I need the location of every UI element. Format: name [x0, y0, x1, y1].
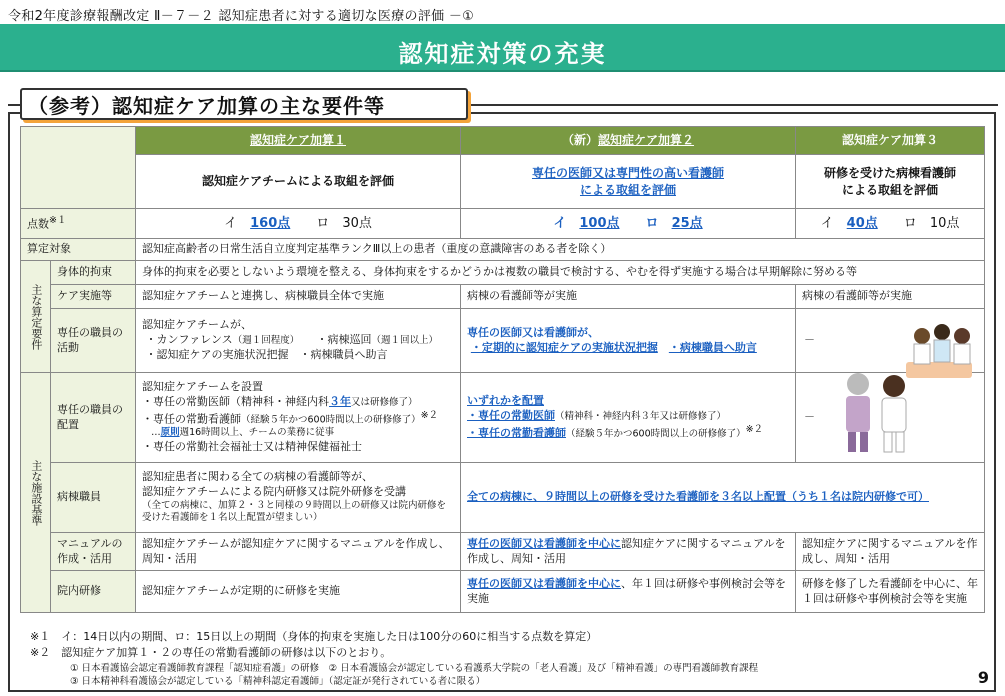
points-3: イ 40点 ロ 10点 [796, 209, 985, 239]
ward-2-3: 全ての病棟に、９時間以上の研修を受けた看護師を３名以上配置（うち１名は院内研修で可） [461, 463, 985, 533]
ward-1: 認知症患者に関わる全ての病棟の看護師等が、 認知症ケアチームによる院内研修又は院外研修を受講 （全ての病棟に、加算２・３と同様の９時間以上の研修又は院内研修を 受けた看護師を１名以上配置が望ましい） [136, 463, 461, 533]
col-header-1: 認知症ケア加算１ [136, 127, 461, 155]
training-2: 専任の医師又は看護師を中心に、年１回は研修や事例検討会等を実施 [461, 571, 796, 613]
manual-label: マニュアルの作成・活用 [51, 533, 136, 571]
staff-2: いずれかを配置 ・専任の常勤医師（精神科・神経内科３年又は研修修了） ・専任の常勤看護師（経験５年かつ600時間以上の研修修了）$^{※2}$ [461, 373, 796, 463]
manual-3: 認知症ケアに関するマニュアルを作成し、周知・活用 [796, 533, 985, 571]
restraint-label: 身体的拘束 [51, 261, 136, 285]
corner-cell [21, 127, 136, 209]
training-label: 院内研修 [51, 571, 136, 613]
col-header-2: （新）認知症ケア加算２ [461, 127, 796, 155]
subtitle-2: 専任の医師又は専門性の高い看護師 による取組を評価 [461, 155, 796, 209]
care-3: 病棟の看護師等が実施 [796, 285, 985, 309]
staff-3: － [796, 373, 985, 463]
points-2: イ 100点 ロ 25点 [461, 209, 796, 239]
target-text: 認知症高齢者の日常生活自立度判定基準ランクⅢ以上の患者（重度の意識障害のある者を除く） [136, 239, 985, 261]
page-header: 令和2年度診療報酬改定 Ⅱ－７－２ 認知症患者に対する適切な医療の評価 －① [8, 9, 475, 24]
subtitle-1: 認知症ケアチームによる取組を評価 [136, 155, 461, 209]
footnote-3: ① 日本看護協会認定看護師教育課程「認知症看護」の研修 ② 日本看護協会が認定している看護系大学院の「老人看護」及び「精神看護」の専門看護師教育課程 [70, 663, 759, 674]
care-2: 病棟の看護師等が実施 [461, 285, 796, 309]
col-header-3: 認知症ケア加算３ [796, 127, 985, 155]
activity-2: 専任の医師又は看護師が、 ・定期的に認知症ケアの実施状況把握 ・病棟職員へ助言 [461, 309, 796, 373]
manual-2: 専任の医師又は看護師を中心に認知症ケアに関するマニュアルを作成し、周知・活用 [461, 533, 796, 571]
care-label: ケア実施等 [51, 285, 136, 309]
group-facility-standards: 主な施設基準 [21, 373, 51, 613]
training-1: 認知症ケアチームが定期的に研修を実施 [136, 571, 461, 613]
footnote-1: ※１ イ：14日以内の期間、ロ：15日以上の期間（身体的拘束を実施した日は100分の60に相当する点数を算定） [30, 630, 598, 643]
section-title: （参考）認知症ケア加算の主な要件等 [28, 94, 385, 118]
training-3: 研修を修了した看護師を中心に、年１回は研修や事例検討会等を実施 [796, 571, 985, 613]
group-calc-requirements: 主な算定要件 [21, 261, 51, 373]
restraint-text: 身体的拘束を必要としないよう環境を整える、身体拘束をするかどうかは複数の職員で検討する、やむを得ず実施する場合は早期解除に努める等 [136, 261, 985, 285]
points-label: 点数$^{※1}$ [21, 209, 136, 239]
manual-1: 認知症ケアチームが認知症ケアに関するマニュアルを作成し、周知・活用 [136, 533, 461, 571]
ward-label: 病棟職員 [51, 463, 136, 533]
activity-1: 認知症ケアチームが、 ・カンファレンス（週１回程度） ・病棟巡回（週１回以上） ・認知症ケアの実施状況把握 ・病棟職員へ助言 [136, 309, 461, 373]
footnote-4: ③ 日本精神科看護協会が認定している「精神科認定看護師」（認定証が発行されている者に限る） [70, 676, 486, 687]
care-1: 認知症ケアチームと連携し、病棟職員全体で実施 [136, 285, 461, 309]
subtitle-3: 研修を受けた病棟看護師 による取組を評価 [796, 155, 985, 209]
target-label: 算定対象 [21, 239, 136, 261]
page-number: 9 [977, 668, 989, 687]
banner-title: 認知症対策の充実 [398, 40, 607, 68]
points-1: イ 160点 ロ 30点 [136, 209, 461, 239]
staff-label: 専任の職員の配置 [51, 373, 136, 463]
activity-3: － [796, 309, 985, 373]
activity-label: 専任の職員の活動 [51, 309, 136, 373]
footnote-2: ※２ 認知症ケア加算１・２の専任の常勤看護師の研修は以下のとおり。 [30, 646, 392, 659]
staff-1: 認知症ケアチームを設置 ・専任の常勤医師（精神科・神経内科３年又は研修修了） ・専任の常勤看護師（経験５年かつ600時間以上の研修修了）$^{※2}$ …原則週16時間以上、チームの業務に従事 ・専任の常勤社会福祉士又は精神保健福祉士 [136, 373, 461, 463]
nurse-patient-illustration [838, 368, 920, 456]
